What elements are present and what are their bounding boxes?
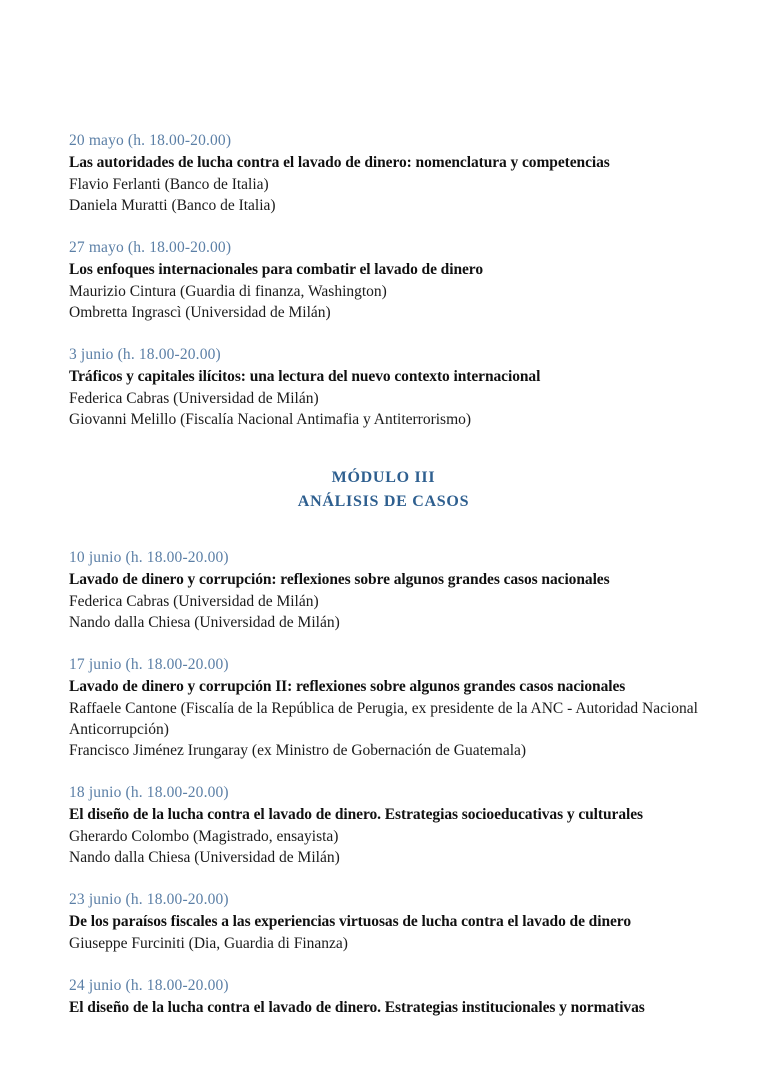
session-title: Lavado de dinero y corrupción: reflexiones sobre algunos grandes casos nacionales xyxy=(69,571,610,588)
session-block xyxy=(69,344,698,430)
session-block xyxy=(69,237,698,323)
session-date: 17 junio (h. 18.00-20.00) xyxy=(69,656,229,673)
session-date: 20 mayo (h. 18.00-20.00) xyxy=(69,132,232,149)
session-speaker: Giuseppe Furciniti (Dia, Guardia di Finanza) xyxy=(69,935,348,952)
module-subtitle: ANÁLISIS DE CASOS xyxy=(297,493,470,510)
module-heading-block xyxy=(69,466,698,514)
session-date: 23 junio (h. 18.00-20.00) xyxy=(69,891,229,908)
session-date: 10 junio (h. 18.00-20.00) xyxy=(69,549,229,566)
session-speaker: Francisco Jiménez Irungaray (ex Ministro de Gobernación de Guatemala) xyxy=(69,742,527,759)
session-speaker: Federica Cabras (Universidad de Milán) xyxy=(69,390,319,407)
session-block xyxy=(69,782,698,868)
session-block xyxy=(69,130,698,216)
session-block xyxy=(69,547,698,633)
document-content xyxy=(69,130,698,1039)
module-number: MÓDULO III xyxy=(331,469,436,486)
session-date: 3 junio (h. 18.00-20.00) xyxy=(69,346,221,363)
session-title: Las autoridades de lucha contra el lavado de dinero: nomenclatura y competencias xyxy=(69,154,610,171)
session-title: El diseño de la lucha contra el lavado de dinero. Estrategias socioeducativas y culturales xyxy=(69,806,643,823)
session-block xyxy=(69,654,698,761)
session-speaker: Nando dalla Chiesa (Universidad de Milán) xyxy=(69,849,340,866)
session-date: 27 mayo (h. 18.00-20.00) xyxy=(69,239,232,256)
session-title: Los enfoques internacionales para combatir el lavado de dinero xyxy=(69,261,483,278)
session-title: El diseño de la lucha contra el lavado de dinero. Estrategias institucionales y normativas xyxy=(69,999,645,1016)
session-speaker: Maurizio Cintura (Guardia di finanza, Washington) xyxy=(69,283,387,300)
session-speaker: Gherardo Colombo (Magistrado, ensayista) xyxy=(69,828,339,845)
session-title: De los paraísos fiscales a las experiencias virtuosas de lucha contra el lavado de dinero xyxy=(69,913,631,930)
session-title: Tráficos y capitales ilícitos: una lectura del nuevo contexto internacional xyxy=(69,368,541,385)
session-speaker: Giovanni Melillo (Fiscalía Nacional Antimafia y Antiterrorismo) xyxy=(69,411,472,428)
session-speaker: Raffaele Cantone (Fiscalía de la República de Perugia, ex presidente de la ANC - Autoridad Nacional Anticorrupción) xyxy=(69,700,698,738)
session-date: 24 junio (h. 18.00-20.00) xyxy=(69,977,229,994)
session-speaker: Daniela Muratti (Banco de Italia) xyxy=(69,197,276,214)
session-block xyxy=(69,889,698,954)
session-speaker: Federica Cabras (Universidad de Milán) xyxy=(69,593,319,610)
session-speaker: Flavio Ferlanti (Banco de Italia) xyxy=(69,176,269,193)
session-block xyxy=(69,975,698,1018)
session-speaker: Ombretta Ingrascì (Universidad de Milán) xyxy=(69,304,331,321)
session-title: Lavado de dinero y corrupción II: reflexiones sobre algunos grandes casos nacionales xyxy=(69,678,626,695)
session-speaker: Nando dalla Chiesa (Universidad de Milán) xyxy=(69,614,340,631)
session-date: 18 junio (h. 18.00-20.00) xyxy=(69,784,229,801)
